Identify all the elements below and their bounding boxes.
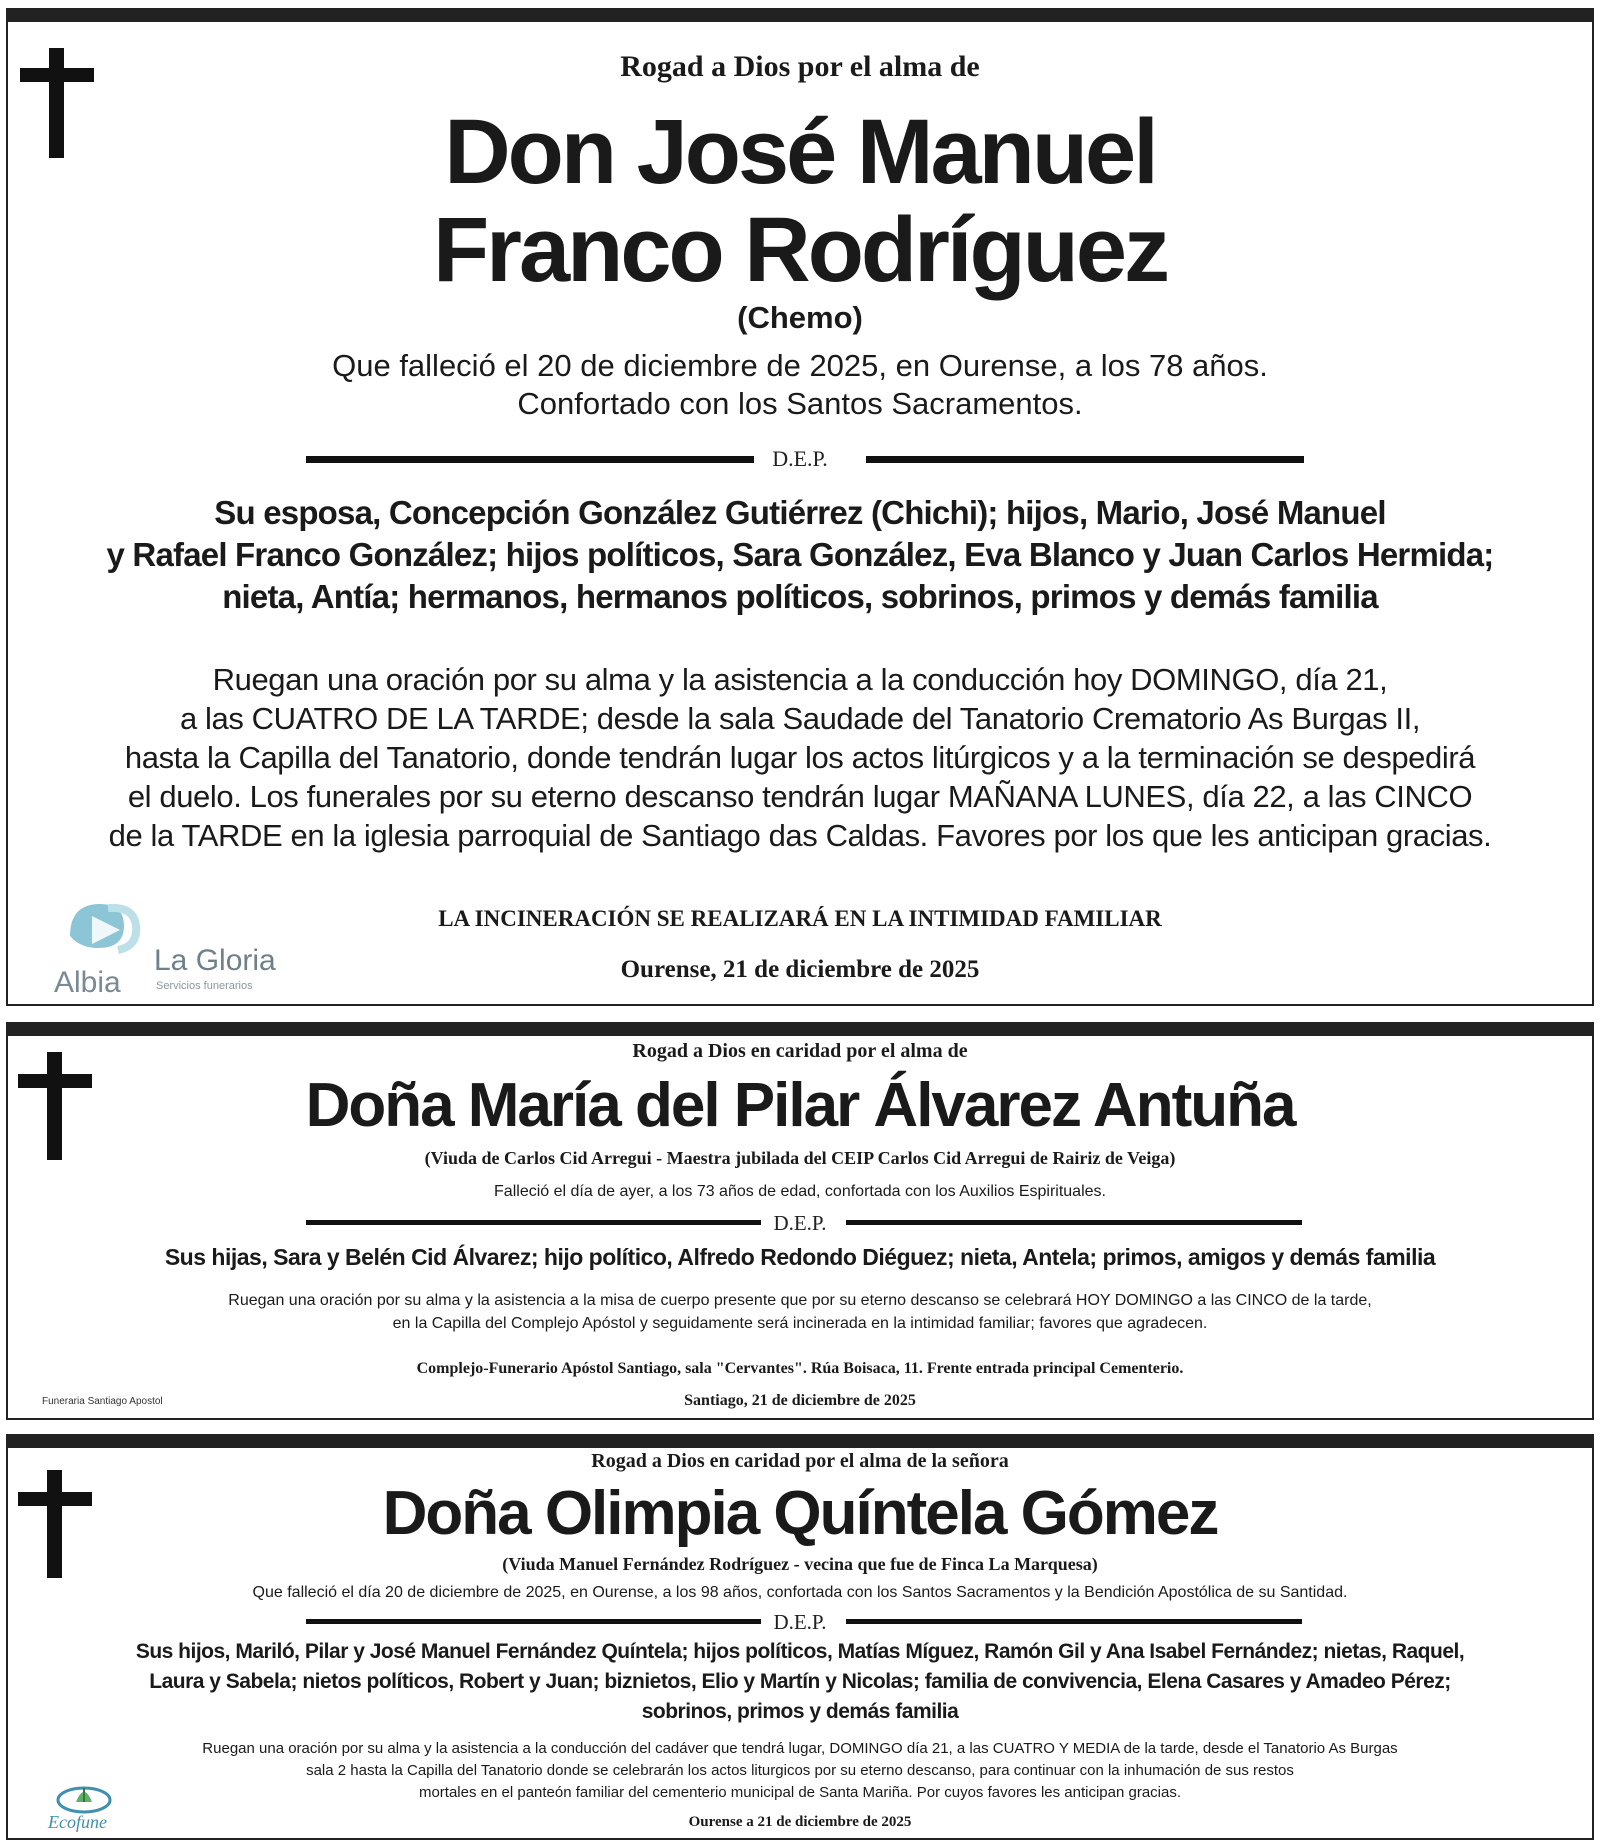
dep-divider <box>8 446 1592 476</box>
logo-sub: Servicios funerarios <box>156 980 253 992</box>
obituary-notice-3 <box>6 1434 1594 1840</box>
place-date: Santiago, 21 de diciembre de 2025 <box>684 1392 916 1409</box>
dep-divider <box>8 1211 1592 1235</box>
service-line2: a las CUATRO DE LA TARDE; desde la sala Saudade del Tanatorio Crematorio As Burgas II, <box>179 701 1421 736</box>
service-line1: Ruegan una oración por su alma y la asistencia a la misa de cuerpo presente que por su eterno descanso se celebrará HOY DOMINGO a las CINCO de la tarde, <box>228 1292 1372 1309</box>
family-line3: sobrinos, primos y demás familia <box>641 1700 959 1723</box>
service-line3: mortales en el panteón familiar del cementerio municipal de Santa Mariña. Por cuyos favores les anticipan gracias. <box>418 1784 1182 1801</box>
family-line3: nieta, Antía; hermanos, hermanos políticos, sobrinos, primos y demás familia <box>222 578 1378 615</box>
ecofune-logo <box>44 1780 130 1838</box>
notice-header: Rogad a Dios por el alma de <box>620 50 980 83</box>
family-line1: Sus hijos, Mariló, Pilar y José Manuel Fernández Quíntela; hijos políticos, Matías Míguez, Ramón Gil y Ana Isabel Fernández; nietas, Raquel, <box>135 1640 1465 1663</box>
deceased-name: Doña Olimpia Quíntela Gómez <box>382 1479 1218 1548</box>
albia-logo-icon <box>62 896 142 958</box>
dep-divider <box>8 1610 1592 1634</box>
service-line2: sala 2 hasta la Capilla del Tanatorio donde se celebrarán los actos liturgicos por su eterno descanso, para continuar con la inhumación de sus restos <box>306 1762 1294 1779</box>
albia-la-gloria-logo <box>54 896 294 1006</box>
service-line1: Ruegan una oración por su alma y la asistencia a la conducción del cadáver que tendrá lugar, DOMINGO día 21, a las CUATRO Y MEDIA de la tarde, desde el Tanatorio As Burgas <box>202 1740 1398 1757</box>
place-date: Ourense, 21 de diciembre de 2025 <box>620 956 980 983</box>
death-details: Falleció el día de ayer, a los 73 años de edad, confortada con los Auxilios Espirituales. <box>494 1183 1106 1200</box>
death-details-line2: Confortado con los Santos Sacramentos. <box>517 386 1083 421</box>
deceased-name-line1: Don José Manuel <box>444 101 1156 203</box>
location: Complejo-Funerario Apóstol Santiago, sala "Cervantes". Rúa Boisaca, 11. Frente entrada principal Cementerio. <box>416 1360 1184 1377</box>
notice-header: Rogad a Dios en caridad por el alma de <box>632 1040 968 1062</box>
deceased-nickname: (Chemo) <box>737 300 863 335</box>
obituary-notice-2 <box>6 1022 1594 1420</box>
deceased-subtitle: (Viuda Manuel Fernández Rodríguez - vecina que fue de Finca La Marquesa) <box>502 1554 1098 1574</box>
family-line: Sus hijas, Sara y Belén Cid Álvarez; hijo político, Alfredo Redondo Diéguez; nieta, Antela; primos, amigos y demás familia <box>164 1244 1436 1270</box>
family-line2: Laura y Sabela; nietos políticos, Robert y Juan; biznietos, Elio y Martín y Nicolas; familia de convivencia, Elena Casares y Amadeo Pérez; <box>149 1670 1451 1693</box>
deceased-name: Doña María del Pilar Álvarez Antuña <box>305 1071 1295 1140</box>
family-line1: Su esposa, Concepción González Gutiérrez (Chichi); hijos, Mario, José Manuel <box>214 494 1386 531</box>
funeral-home-label: Funeraria Santiago Apostol <box>42 1396 163 1407</box>
place-date: Ourense a 21 de diciembre de 2025 <box>688 1814 912 1830</box>
family-line2: y Rafael Franco González; hijos políticos, Sara González, Eva Blanco y Juan Carlos Hermida; <box>106 536 1494 573</box>
notice-header: Rogad a Dios en caridad por el alma de la señora <box>591 1450 1009 1472</box>
cremation-note: LA INCINERACIÓN SE REALIZARÁ EN LA INTIMIDAD FAMILIAR <box>438 906 1162 931</box>
logo-brand: Albia <box>54 966 121 999</box>
service-line2: en la Capilla del Complejo Apóstol y seguidamente será incinerada en la intimidad familiar; favores que agradecen. <box>392 1315 1208 1332</box>
dep-label: D.E.P. <box>761 1610 838 1634</box>
service-line5: de la TARDE en la iglesia parroquial de Santiago das Caldas. Favores por los que les anticipan gracias. <box>108 818 1492 853</box>
logo-name: Ecofune <box>48 1812 107 1832</box>
deceased-name-line2: Franco Rodríguez <box>432 199 1168 301</box>
deceased-subtitle: (Viuda de Carlos Cid Arregui - Maestra jubilada del CEIP Carlos Cid Arregui de Rairiz de Veiga) <box>424 1148 1176 1168</box>
logo-name: La Gloria <box>154 944 276 977</box>
service-line1: Ruegan una oración por su alma y la asistencia a la conducción hoy DOMINGO, día 21, <box>212 662 1388 697</box>
service-line4: el duelo. Los funerales por su eterno descanso tendrán lugar MAÑANA LUNES, día 22, a las CINCO <box>127 779 1473 814</box>
service-line3: hasta la Capilla del Tanatorio, donde tendrán lugar los actos litúrgicos y a la terminación se despedirá <box>124 740 1476 775</box>
death-details: Que falleció el día 20 de diciembre de 2025, en Ourense, a los 98 años, confortada con los Santos Sacramentos y la Bendición Apostólica de su Santidad. <box>252 1584 1348 1601</box>
dep-label: D.E.P. <box>761 1211 838 1235</box>
ecofune-logo-icon <box>54 1780 114 1814</box>
dep-label: D.E.P. <box>760 446 840 471</box>
death-details-line1: Que falleció el 20 de diciembre de 2025, en Ourense, a los 78 años. <box>332 348 1268 383</box>
obituary-notice-1 <box>6 8 1594 1006</box>
